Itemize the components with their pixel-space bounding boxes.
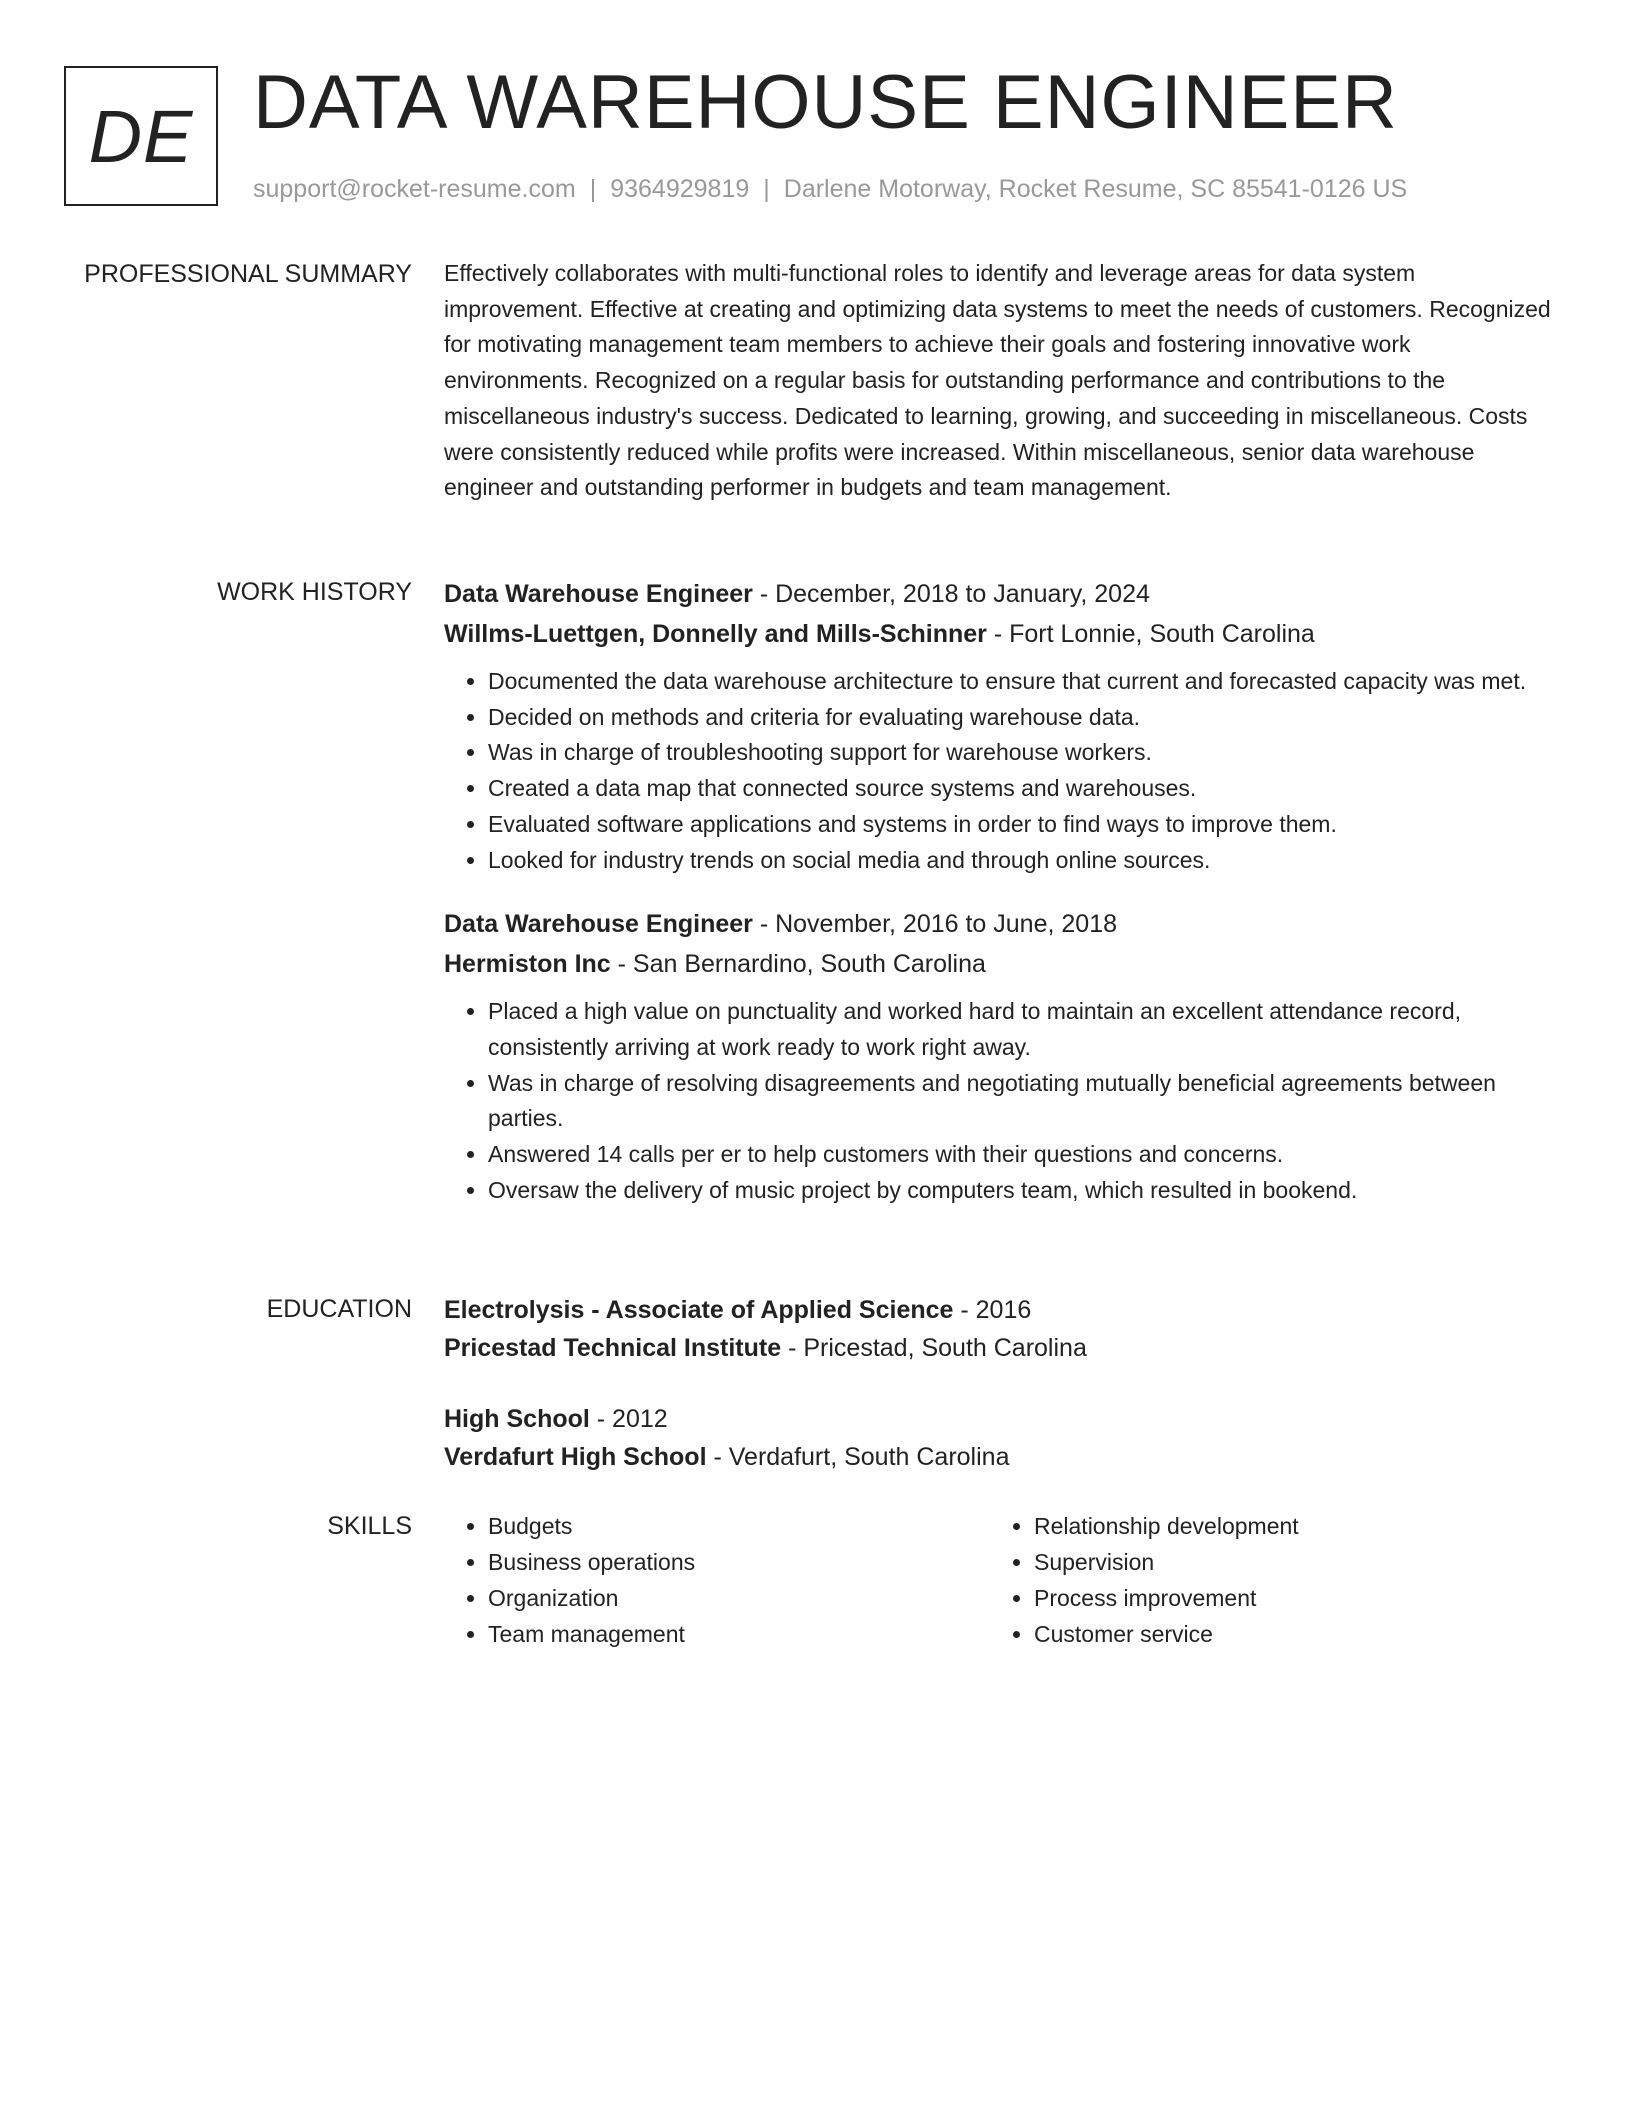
monogram-logo: DE [64,66,218,206]
skill-item: • Team management [488,1616,990,1652]
job-bullet: • Documented the data warehouse architecture to ensure that current and forecasted capacity was met. [488,664,1554,700]
contact-email: support@rocket-resume.com [253,175,576,203]
job-entry [444,574,1554,878]
skill-item: • Customer service [1034,1616,1536,1652]
job-title: Data Warehouse Engineer [444,580,753,608]
job-bullet: • Looked for industry trends on social media and through online sources. [488,843,1554,879]
job-bullet: • Answered 14 calls per er to help customers with their questions and concerns. [488,1137,1554,1173]
education-school-line [444,1329,1554,1367]
skills-columns [444,1508,1554,1652]
job-dates: - November, 2016 to June, 2018 [752,910,1117,939]
job-title: Data Warehouse Engineer [444,910,753,939]
job-bullet: • Was in charge of resolving disagreements and negotiating mutually beneficial agreements between parties. [488,1066,1554,1137]
job-bullet: • Oversaw the delivery of music project by computers team, which resulted in bookend. [488,1173,1554,1209]
job-title-line [444,574,1554,614]
education-school: Pricestad Technical Institute [444,1334,782,1362]
section-label-skills: SKILLS [327,1512,412,1540]
job-bullet-list [444,664,1554,878]
job-dates: - December, 2018 to January, 2024 [752,580,1150,608]
contact-separator: | [589,175,597,203]
education-content [444,1291,1554,1476]
skill-item: • Business operations [488,1544,990,1580]
work-history-content [444,574,1554,1208]
job-bullet: • Decided on methods and criteria for evaluating warehouse data. [488,700,1554,736]
education-school-line [444,1438,1554,1476]
contact-line [253,172,1407,206]
job-location: - San Bernardino, South Carolina [610,950,986,979]
skills-content [444,1508,1554,1652]
job-bullet: • Was in charge of troubleshooting support for warehouse workers. [488,735,1554,771]
job-bullet: • Placed a high value on punctuality and worked hard to maintain an excellent attendance record, consistently arriving at work ready to work right away. [488,994,1554,1065]
education-degree-line [444,1291,1554,1329]
education-degree-line [444,1400,1554,1438]
contact-separator: | [763,175,770,203]
skills-list-left [444,1508,990,1652]
education-school: Verdafurt High School [444,1443,707,1471]
section-label-education: EDUCATION [266,1295,412,1323]
job-bullet: • Evaluated software applications and systems in order to find ways to improve them. [488,807,1554,843]
education-entry [444,1291,1554,1367]
job-bullet: • Created a data map that connected source systems and warehouses. [488,771,1554,807]
job-company-line [444,944,1554,984]
job-bullet-list [444,994,1554,1208]
section-label-summary: PROFESSIONAL SUMMARY [84,260,412,288]
job-title-line [444,904,1554,944]
job-company: Hermiston Inc [444,950,611,979]
skill-item: • Relationship development [1034,1508,1536,1544]
skills-list-right [990,1508,1536,1652]
job-company: Willms-Luettgen, Donnelly and Mills-Schinner [444,620,987,648]
job-location: - Fort Lonnie, South Carolina [986,620,1315,648]
education-year: - 2012 [589,1405,668,1433]
education-location: - Verdafurt, South Carolina [706,1443,1010,1471]
education-entry [444,1400,1554,1476]
skill-item: • Budgets [488,1508,990,1544]
contact-address: Darlene Motorway, Rocket Resume, SC 85541-0126 US [783,175,1408,203]
skill-item: • Organization [488,1580,990,1616]
education-degree: High School [444,1405,590,1433]
job-company-line [444,614,1554,654]
page-title: DATA WAREHOUSE ENGINEER [253,60,1398,145]
summary-text: Effectively collaborates with multi-functional roles to identify and leverage areas for data system improvement. Effective at creating and optimizing data systems to meet the needs of customers. Recognized for motivating management team members to achieve their goals and fostering innovative work environments. Recognized on a regular basis for outstanding performance and contributions to the miscellaneous industry's success. Dedicated to learning, growing, and succeeding in miscellaneous. Costs were consistently reduced while profits were increased. Within miscellaneous, senior data warehouse engineer and outstanding performer in budgets and team management. [444,260,1551,501]
summary-content [444,256,1554,506]
skill-item: • Supervision [1034,1544,1536,1580]
contact-phone: 9364929819 [610,175,750,203]
section-label-work-history: WORK HISTORY [217,578,412,606]
education-location: - Pricestad, South Carolina [781,1334,1087,1362]
skill-item: • Process improvement [1034,1580,1536,1616]
job-entry [444,904,1554,1208]
education-degree: Electrolysis - Associate of Applied Science [444,1296,954,1324]
education-year: - 2016 [953,1296,1032,1324]
